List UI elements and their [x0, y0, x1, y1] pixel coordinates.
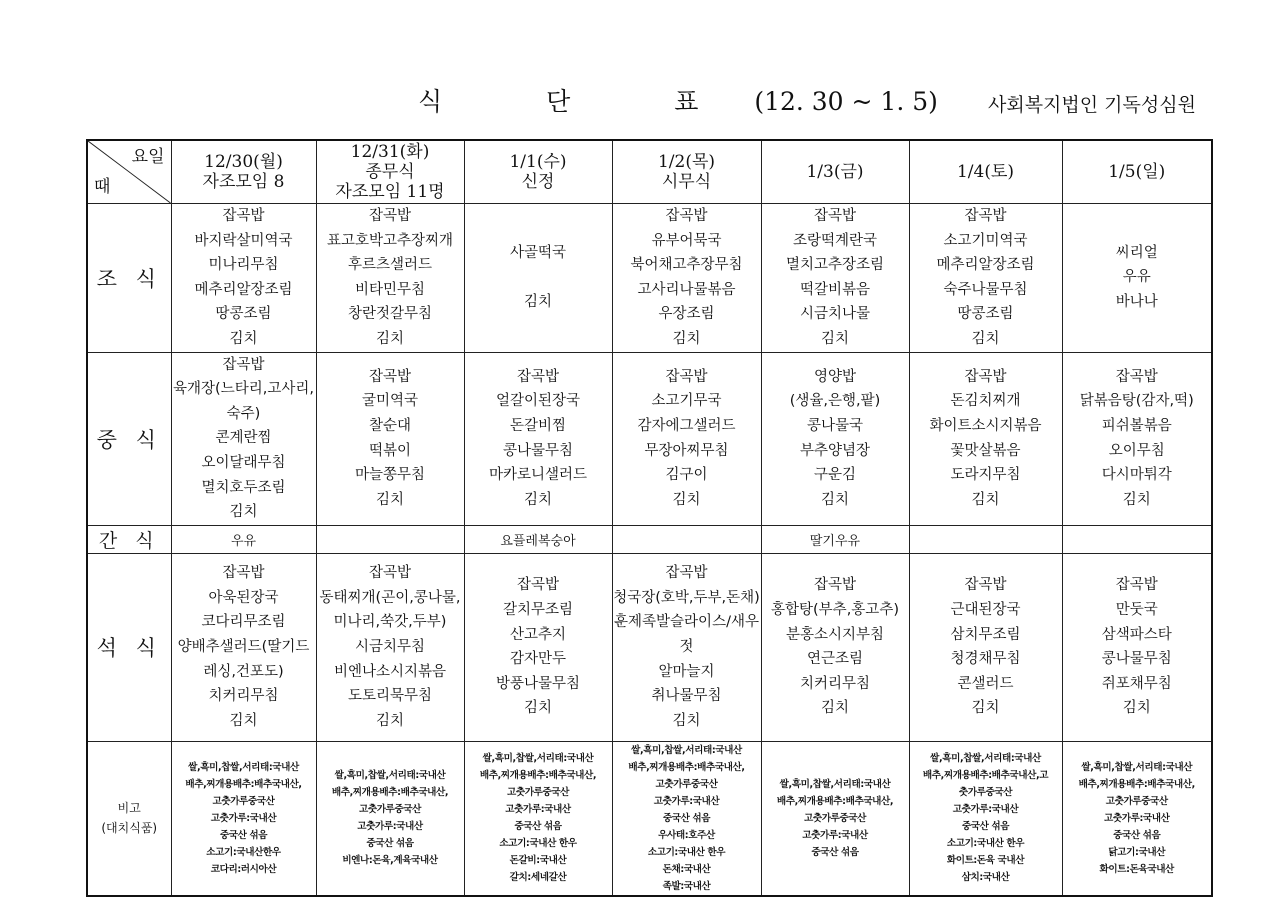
origin-line: 돈채:국내산 [662, 863, 711, 875]
menu-item: 삼색파스타 [1101, 626, 1172, 643]
day-note1: 자조모임 8 [202, 172, 285, 192]
menu-item: 떡갈비볶음 [799, 281, 871, 298]
meal-label-breakfast: 조 식 [87, 204, 171, 353]
menu-item: 피쉬볼볶음 [1101, 418, 1172, 435]
snack-row [87, 525, 1212, 553]
menu-item: 오이달래무침 [201, 454, 286, 471]
origin-line: 소고기:국내산 한우 [946, 838, 1025, 850]
origin-line: 닭고기:국내산 [1108, 846, 1166, 858]
menu-item: 씨리얼 [1115, 244, 1158, 261]
origin-cell [171, 741, 316, 896]
menu-item: 콩나물무침 [1101, 651, 1172, 668]
menu-item: 조랑떡계란국 [792, 232, 878, 249]
origin-line: 고춧가루:국내산 [952, 804, 1019, 816]
dinner-cell [1062, 553, 1212, 741]
snack-cell: 우유 [171, 525, 316, 553]
menu-item: 김치 [820, 491, 849, 508]
menu-item: 잡곡밥 [222, 356, 265, 373]
origin-line: 중국산 섞음 [662, 812, 711, 824]
menu-item: 닭볶음탕(감자,떡) [1079, 393, 1194, 410]
menu-item [465, 265, 612, 290]
menu-item: 숙주나물무침 [943, 281, 1028, 298]
origin-line: 소고기:국내산 한우 [499, 838, 577, 850]
day-header [612, 140, 761, 204]
menu-item: 청국장(호박,두부,돈채) [613, 589, 760, 606]
origin-line: 중국산 섞음 [219, 829, 268, 841]
menu-item: 김치 [672, 330, 701, 347]
origin-line: 화이트:돈육국내산 [1099, 863, 1174, 875]
origin-line: 중국산 섞음 [514, 821, 562, 833]
breakfast-cell [1062, 204, 1212, 353]
menu-item: 마늘쫑무침 [354, 467, 426, 484]
day-note1: 종무식 [365, 162, 415, 182]
meal-label-snack: 간 식 [87, 525, 171, 553]
menu-item: 아욱된장국 [208, 589, 279, 606]
menu-item: 치커리무침 [208, 688, 279, 705]
breakfast-cell [171, 204, 316, 353]
origin-line: 돈갈비:국내산 [509, 855, 567, 867]
menu-item: 도토리묵무침 [347, 688, 433, 705]
menu-item: 우유 [1122, 269, 1151, 286]
menu-item: 김치 [971, 330, 1000, 347]
day-date: 1/1(수) [509, 152, 567, 172]
menu-item: 연근조림 [806, 651, 864, 668]
origin-line: 중국산 섞음 [961, 821, 1010, 833]
menu-item: 우장조림 [658, 306, 715, 323]
snack-cell [1062, 525, 1212, 553]
origin-line: 고춧가루중국산 [803, 812, 867, 824]
menu-item: 잡곡밥 [516, 577, 560, 594]
menu-item: 멸치고추장조림 [785, 257, 885, 274]
menu-item: 화이트소시지볶음 [929, 418, 1042, 435]
snack-cell [612, 525, 761, 553]
snack-cell [909, 525, 1062, 553]
snack-cell [316, 525, 464, 553]
meal-plan-table [86, 139, 1213, 897]
origin-line: 배추,찌개용배추:배추국내산,고 [922, 770, 1049, 782]
menu-item: 메추리알장조림 [194, 281, 293, 298]
corner-meal-label: 때 [94, 177, 111, 197]
origin-line: 고춧가루중국산 [1105, 795, 1168, 807]
origin-label-1: 비고 [117, 801, 141, 816]
origin-line: 배추,찌개용배추:배추국내산, [185, 778, 302, 790]
menu-item: 유부어묵국 [651, 232, 722, 249]
corner-day-label: 요일 [131, 147, 165, 167]
menu-item: 돈갈비찜 [509, 418, 567, 435]
menu-item: 김치 [971, 700, 1000, 717]
menu-item: 김치 [1122, 491, 1151, 508]
menu-item: 취나물무침 [651, 688, 722, 705]
menu-item: 훈제족발슬라이스/새우젓 [614, 614, 759, 655]
day-header [761, 140, 909, 204]
dinner-row [87, 553, 1212, 741]
menu-item: 분홍소시지부침 [785, 626, 885, 643]
menu-item: 잡곡밥 [665, 565, 708, 582]
day-date: 1/5(일) [1108, 162, 1166, 182]
origin-line: 족발:국내산 [662, 880, 711, 892]
menu-item: 육개장(느타리,고사리,숙주) [173, 381, 314, 422]
menu-item: 표고호박고추장찌개 [326, 232, 454, 249]
menu-item: 김치 [672, 491, 701, 508]
menu-item: 소고기미역국 [943, 232, 1028, 249]
day-header [1062, 140, 1212, 204]
menu-item: 잡곡밥 [1115, 577, 1158, 594]
menu-item: 잡곡밥 [368, 368, 412, 385]
menu-item: 김치 [375, 330, 404, 347]
menu-item: 콩나물무침 [502, 442, 574, 459]
menu-item: 마카로니샐러드 [488, 467, 588, 484]
menu-item: 미나리무침 [208, 257, 279, 274]
lunch-cell [909, 352, 1062, 525]
meal-label-dinner: 석 식 [87, 553, 171, 741]
menu-item: 산고추지 [509, 626, 567, 643]
menu-item: 창란젓갈무침 [347, 306, 433, 323]
menu-item: 잡곡밥 [1115, 368, 1158, 385]
menu-item: 얼갈이된장국 [495, 393, 581, 410]
day-date: 1/4(토) [956, 162, 1015, 182]
menu-item: 김구이 [665, 467, 708, 484]
dinner-cell [464, 553, 612, 741]
menu-item: 김치 [375, 712, 404, 729]
menu-item: 잡곡밥 [813, 208, 857, 224]
lunch-cell [612, 352, 761, 525]
menu-item: 바나나 [1115, 294, 1158, 311]
origin-label [87, 741, 171, 896]
origin-line: 배추,찌개용배추:배추국내산, [331, 787, 449, 799]
menu-item: 다시마튀각 [1101, 467, 1172, 484]
menu-item: 쥐포채무침 [1101, 675, 1172, 692]
origin-line: 화이트:돈육 국내산 [946, 855, 1025, 867]
day-header [171, 140, 316, 204]
origin-line: 배추,찌개용배추:배추국내산, [776, 795, 894, 807]
dinner-cell [171, 553, 316, 741]
origin-line: 고춧가루:국내산 [653, 795, 720, 807]
breakfast-cell [612, 204, 761, 353]
day-note1: 시무식 [661, 172, 712, 192]
menu-item: 비엔나소시지볶음 [333, 663, 447, 680]
menu-item: 꽃맛살볶음 [950, 442, 1021, 459]
day-date: 12/30(월) [204, 152, 283, 172]
origin-line: 춧가루중국산 [958, 787, 1013, 799]
menu-item: 잡곡밥 [516, 368, 560, 385]
origin-line: 중국산 섞음 [811, 846, 859, 858]
menu-item: 후르츠샐러드 [347, 257, 433, 274]
menu-item: 굴미역국 [361, 393, 419, 410]
menu-item: 부추양념장 [799, 442, 871, 459]
menu-item: 잡곡밥 [368, 208, 412, 224]
snack-cell: 요플레복숭아 [464, 525, 612, 553]
menu-item: 삼치무조림 [950, 626, 1021, 643]
lunch-row [87, 352, 1212, 525]
origin-line: 쌀,흑미,찹쌀,서리태:국내산 [1081, 761, 1193, 773]
menu-item: 고사리나물볶음 [637, 281, 736, 298]
breakfast-cell [761, 204, 909, 353]
title-prefix: 식 단 표 [418, 87, 747, 116]
menu-item: 김치 [820, 700, 849, 717]
menu-item: 콘샐러드 [957, 675, 1014, 692]
page-title [418, 82, 938, 118]
origin-line: 우사태:호주산 [658, 829, 715, 841]
meal-label-lunch: 중 식 [87, 352, 171, 525]
header-row [87, 140, 1212, 204]
origin-line: 고춧가루:국내산 [505, 804, 571, 816]
breakfast-cell [909, 204, 1062, 353]
day-note1: 신정 [521, 172, 555, 192]
origin-line: 쌀,흑미,찹쌀,서리태:국내산 [779, 778, 891, 790]
menu-item: 콘계란찜 [215, 430, 272, 447]
lunch-cell [1062, 352, 1212, 525]
day-note2: 자조모임 11명 [335, 182, 445, 202]
origin-line: 중국산 섞음 [1113, 829, 1161, 841]
menu-item: 잡곡밥 [368, 565, 412, 582]
origin-line: 쌀,흑미,찹쌀,서리태:국내산 [188, 761, 299, 773]
origin-line: 고춧가루중국산 [655, 778, 718, 790]
menu-item: 김치 [1122, 700, 1151, 717]
menu-item: 잡곡밥 [222, 565, 265, 582]
menu-item: 땅콩조림 [957, 306, 1014, 323]
menu-item: 근대된장국 [950, 602, 1021, 619]
menu-item: 알마늘지 [658, 663, 715, 680]
menu-item: 김치 [229, 330, 258, 347]
menu-item: 영양밥 [813, 368, 857, 385]
dinner-cell [909, 553, 1062, 741]
day-header [909, 140, 1062, 204]
dinner-cell [316, 553, 464, 741]
origin-line: 코다리:러시아산 [210, 863, 277, 875]
lunch-cell [171, 352, 316, 525]
menu-item: 땅콩조림 [215, 306, 272, 323]
menu-item: 갈치무조림 [502, 602, 574, 619]
origin-cell [761, 741, 909, 896]
origin-cell [316, 741, 464, 896]
menu-item: 소고기무국 [651, 393, 722, 410]
organization-name: 사회복지법인 기독성심원 [988, 94, 1196, 116]
breakfast-cell [464, 204, 612, 353]
menu-item: 김치 [672, 712, 701, 729]
origin-label-2: (대치식품) [101, 821, 158, 836]
menu-item: 구운김 [813, 467, 857, 484]
origin-line: 배추,찌개용배추:배추국내산, [628, 761, 745, 773]
menu-item: 시금치무침 [354, 638, 426, 655]
origin-line: 쌀,흑미,찹쌀,서리태:국내산 [631, 744, 742, 756]
menu-item: 김치 [375, 491, 404, 508]
menu-item: 홍합탕(부추,홍고추) [771, 602, 899, 619]
menu-item: 콩나물국 [806, 418, 864, 435]
menu-item: 김치 [229, 712, 258, 729]
menu-item: 잡곡밥 [813, 577, 857, 594]
menu-item: 무장아찌무침 [644, 442, 729, 459]
menu-item: 메추리알장조림 [936, 257, 1035, 274]
menu-item: 오이무침 [1108, 442, 1165, 459]
origin-line: 배추,찌개용배추:배추국내산, [1078, 778, 1195, 790]
day-date: 1/3(금) [806, 162, 864, 182]
breakfast-row [87, 204, 1212, 353]
dinner-cell [761, 553, 909, 741]
lunch-cell [316, 352, 464, 525]
breakfast-cell [316, 204, 464, 353]
origin-line: 고춧가루:국내산 [357, 821, 423, 833]
origin-line: 배추,찌개용배추:배추국내산, [479, 770, 597, 782]
origin-row [87, 741, 1212, 896]
menu-item: 잡곡밥 [964, 577, 1007, 594]
menu-item: (생율,은행,팥) [789, 393, 881, 410]
menu-item: 감자만두 [509, 651, 567, 668]
corner-header [87, 140, 171, 204]
menu-item: 잡곡밥 [665, 368, 708, 385]
menu-item: 코다리무조림 [201, 614, 286, 631]
menu-item: 김치 [523, 491, 552, 508]
lunch-cell [761, 352, 909, 525]
menu-item: 잡곡밥 [222, 208, 265, 224]
day-header [316, 140, 464, 204]
dinner-cell [612, 553, 761, 741]
menu-item: 김치 [523, 700, 552, 717]
menu-item: 감자에그샐러드 [637, 418, 736, 435]
menu-item: 비타민무침 [354, 281, 426, 298]
origin-line: 고춧가루중국산 [506, 787, 570, 799]
menu-item: 떡볶이 [368, 442, 412, 459]
origin-line: 소고기:국내산한우 [206, 846, 281, 858]
menu-item: 찰순대 [368, 418, 412, 435]
day-header [464, 140, 612, 204]
menu-item: 잡곡밥 [964, 208, 1007, 224]
menu-item: 김치 [523, 294, 552, 311]
menu-item: 방풍나물무침 [495, 675, 581, 692]
menu-item: 청경채무침 [950, 651, 1021, 668]
menu-item: 도라지무침 [950, 467, 1021, 484]
menu-item: 치커리무침 [799, 675, 871, 692]
origin-line: 고춧가루중국산 [358, 804, 422, 816]
origin-cell [909, 741, 1062, 896]
origin-line: 쌀,흑미,찹쌀,서리태:국내산 [334, 770, 446, 782]
menu-item: 동태찌개(곤이,콩나물,미나리,쑥갓,두부) [319, 589, 461, 631]
lunch-cell [464, 352, 612, 525]
origin-line: 갈치:세네갈산 [509, 872, 567, 884]
menu-item: 시금치나물 [799, 306, 871, 323]
menu-item: 만둣국 [1115, 602, 1158, 619]
menu-item: 김치 [971, 491, 1000, 508]
origin-line: 중국산 섞음 [366, 838, 414, 850]
origin-line: 고춧가루:국내산 [802, 829, 868, 841]
snack-cell: 딸기우유 [761, 525, 909, 553]
menu-item: 잡곡밥 [964, 368, 1007, 385]
origin-line: 삼치:국내산 [961, 872, 1010, 884]
menu-item: 잡곡밥 [665, 208, 708, 224]
title-date-range: (12. 30 ~ 1. 5) [754, 87, 938, 116]
origin-cell [464, 741, 612, 896]
origin-line: 비엔나:돈육,계육국내산 [342, 855, 438, 867]
origin-line: 쌀,흑미,찹쌀,서리태:국내산 [482, 753, 594, 765]
menu-item: 양배추샐러드(딸기드레싱,건포도) [177, 638, 310, 680]
menu-item: 김치 [229, 504, 258, 521]
day-date: 12/31(화) [350, 142, 430, 162]
origin-line: 고춧가루:국내산 [1103, 812, 1170, 824]
menu-item: 돈김치찌개 [950, 393, 1021, 410]
origin-line: 고춧가루:국내산 [210, 812, 277, 824]
origin-line: 고춧가루중국산 [212, 795, 275, 807]
origin-cell [1062, 741, 1212, 896]
origin-cell [612, 741, 761, 896]
menu-item: 북어채고추장무침 [630, 257, 743, 274]
menu-item: 김치 [820, 330, 849, 347]
day-date: 1/2(목) [657, 152, 716, 172]
menu-item: 사골떡국 [509, 244, 567, 261]
menu-item: 바지락살미역국 [194, 232, 293, 249]
origin-line: 소고기:국내산 한우 [647, 846, 726, 858]
origin-line: 쌀,흑미,찹쌀,서리태:국내산 [930, 753, 1041, 765]
menu-item: 멸치호두조림 [201, 479, 286, 496]
